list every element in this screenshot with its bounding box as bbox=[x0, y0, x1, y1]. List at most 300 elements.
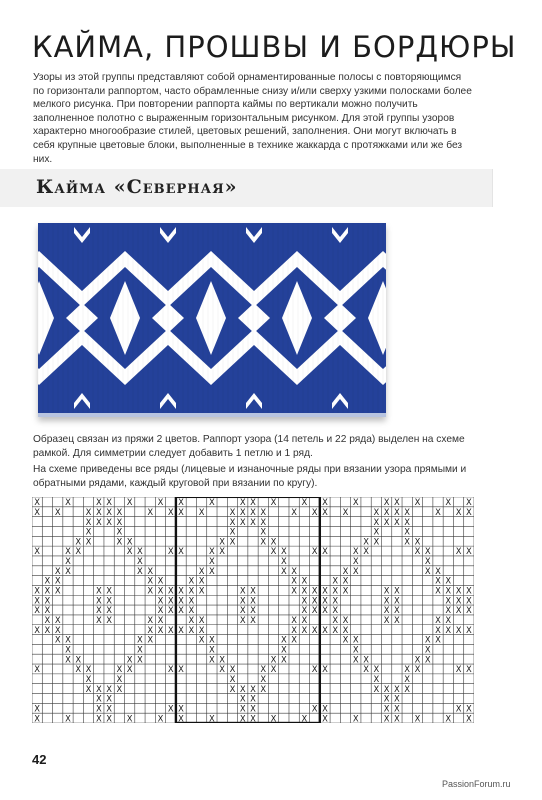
chart-symbol: X bbox=[394, 595, 400, 606]
chart-symbol: X bbox=[301, 585, 308, 596]
chart-symbol: X bbox=[342, 575, 349, 586]
chart-symbol: X bbox=[394, 615, 400, 626]
chart-symbol: X bbox=[352, 556, 359, 567]
chart-symbol: X bbox=[373, 536, 380, 547]
chart-symbol: X bbox=[167, 664, 174, 675]
chart-symbol: X bbox=[250, 506, 256, 517]
chart-symbol: X bbox=[455, 624, 462, 635]
chart-symbol: X bbox=[394, 497, 400, 508]
chart-symbol: X bbox=[157, 605, 164, 616]
chart-symbol: X bbox=[34, 497, 41, 508]
chart-symbol: X bbox=[167, 624, 174, 635]
chart-symbol: X bbox=[260, 536, 267, 547]
chart-symbol: X bbox=[455, 664, 462, 675]
chart-symbol: X bbox=[116, 526, 123, 537]
chart-symbol: X bbox=[188, 615, 195, 626]
chart-symbol: X bbox=[95, 605, 102, 616]
caption-rows: На схеме приведены все ряды (лицевые и изнаночные ряды при вязании узора прямыми и обратными рядами, каждый круговой при вязании по кругу). bbox=[33, 464, 467, 489]
chart-symbol: X bbox=[383, 595, 390, 606]
chart-symbol: X bbox=[404, 536, 411, 547]
chart-symbol: X bbox=[95, 516, 102, 527]
chart-symbol: X bbox=[198, 634, 205, 645]
chart-symbol: X bbox=[95, 713, 102, 723]
chart-symbol: X bbox=[219, 536, 226, 547]
chart-symbol: X bbox=[85, 664, 92, 675]
chart-symbol: X bbox=[394, 506, 400, 517]
chart-symbol: X bbox=[414, 664, 421, 675]
page-title: КАЙМА, ПРОШВЫ И БОРДЮРЫ bbox=[32, 30, 517, 64]
chart-symbol: X bbox=[126, 664, 133, 675]
chart-symbol: X bbox=[106, 585, 112, 596]
chart-symbol: X bbox=[363, 664, 369, 675]
chart-symbol: X bbox=[239, 605, 246, 616]
chart-symbol: X bbox=[404, 673, 411, 684]
chart-symbol: X bbox=[445, 575, 452, 586]
chart-symbol: X bbox=[239, 506, 246, 517]
chart-symbol: X bbox=[167, 585, 174, 596]
chart-symbol: X bbox=[250, 703, 256, 714]
chart-symbol: X bbox=[250, 713, 256, 723]
chart-symbol: X bbox=[198, 565, 205, 576]
chart-symbol: X bbox=[106, 506, 112, 517]
chart-symbol: X bbox=[311, 624, 318, 635]
chart-symbol: X bbox=[209, 654, 215, 665]
chart-symbol: X bbox=[219, 654, 226, 665]
chart-symbol: X bbox=[414, 654, 421, 665]
chart-symbol: X bbox=[465, 546, 472, 557]
chart-symbol: X bbox=[137, 556, 143, 567]
chart-symbol: X bbox=[435, 615, 441, 626]
chart-symbol: X bbox=[147, 565, 154, 576]
chart-symbol: X bbox=[167, 506, 174, 517]
chart-symbol: X bbox=[383, 693, 390, 704]
chart-symbol: X bbox=[414, 536, 421, 547]
chart-symbol: X bbox=[352, 546, 359, 557]
chart-symbol: X bbox=[116, 536, 123, 547]
page-number: 42 bbox=[32, 752, 47, 767]
chart-symbol: X bbox=[250, 516, 256, 527]
chart-symbol: X bbox=[157, 713, 164, 723]
chart-symbol: X bbox=[34, 713, 41, 723]
chart-symbol: X bbox=[404, 683, 411, 694]
chart-symbol: X bbox=[188, 605, 195, 616]
chart-symbol: X bbox=[229, 664, 236, 675]
chart-symbol: X bbox=[332, 575, 339, 586]
chart-symbol: X bbox=[301, 497, 308, 508]
chart-symbol: X bbox=[44, 624, 51, 635]
chart-symbol: X bbox=[85, 506, 92, 517]
chart-symbol: X bbox=[465, 497, 472, 508]
chart-symbol: X bbox=[54, 634, 61, 645]
chart-symbol: X bbox=[383, 605, 390, 616]
chart-symbol: X bbox=[322, 546, 328, 557]
chart-symbol: X bbox=[445, 595, 452, 606]
chart-symbol: X bbox=[291, 565, 297, 576]
chart-symbol: X bbox=[85, 673, 92, 684]
chart-symbol: X bbox=[167, 546, 174, 557]
chart-symbol: X bbox=[270, 664, 277, 675]
chart-symbol: X bbox=[311, 664, 318, 675]
chart-symbol: X bbox=[65, 556, 71, 567]
chart-symbol: X bbox=[54, 585, 61, 596]
chart-symbol: X bbox=[435, 575, 441, 586]
chart-symbol: X bbox=[188, 624, 195, 635]
chart-symbol: X bbox=[465, 703, 472, 714]
chart-symbol: X bbox=[424, 556, 431, 567]
chart-symbol: X bbox=[270, 713, 277, 723]
chart-symbol: X bbox=[209, 556, 215, 567]
chart-symbol: X bbox=[85, 516, 92, 527]
chart-symbol: X bbox=[116, 673, 123, 684]
chart-symbol: X bbox=[106, 595, 112, 606]
chart-symbol: X bbox=[178, 506, 184, 517]
chart-symbol: X bbox=[352, 713, 359, 723]
chart-symbol: X bbox=[198, 575, 205, 586]
chart-symbol: X bbox=[229, 673, 236, 684]
chart-symbol: X bbox=[75, 664, 82, 675]
chart-symbol: X bbox=[65, 565, 71, 576]
chart-symbol: X bbox=[260, 673, 267, 684]
chart-symbol: X bbox=[322, 713, 328, 723]
chart-symbol: X bbox=[75, 546, 82, 557]
chart-symbol: X bbox=[137, 565, 143, 576]
chart-symbol: X bbox=[455, 546, 462, 557]
chart-symbol: X bbox=[198, 585, 205, 596]
section-header-edge bbox=[492, 169, 493, 207]
chart-symbol: X bbox=[126, 536, 133, 547]
chart-symbol: X bbox=[455, 605, 462, 616]
chart-symbol: X bbox=[373, 683, 380, 694]
chart-symbol: X bbox=[424, 634, 431, 645]
chart-symbol: X bbox=[322, 624, 328, 635]
chart-symbol: X bbox=[455, 595, 462, 606]
chart-symbol: X bbox=[332, 595, 339, 606]
chart-symbol: X bbox=[301, 713, 308, 723]
chart-symbol: X bbox=[394, 585, 400, 596]
chart-symbol: X bbox=[85, 526, 92, 537]
chart-symbol: X bbox=[54, 565, 61, 576]
chart-symbol: X bbox=[424, 654, 431, 665]
chart-symbol: X bbox=[465, 585, 472, 596]
chart-symbol: X bbox=[239, 497, 246, 508]
chart-symbol: X bbox=[291, 585, 297, 596]
chart-symbol: X bbox=[239, 693, 246, 704]
chart-symbol: X bbox=[95, 497, 102, 508]
chart-symbol: X bbox=[455, 506, 462, 517]
chart-symbol: X bbox=[44, 615, 51, 626]
chart-symbol: X bbox=[106, 693, 112, 704]
chart-symbol: X bbox=[445, 615, 452, 626]
chart-symbol: X bbox=[291, 615, 297, 626]
chart-symbol: X bbox=[414, 497, 421, 508]
chart-symbol: X bbox=[85, 683, 92, 694]
chart-symbol: X bbox=[322, 605, 328, 616]
chart-symbol: X bbox=[209, 713, 215, 723]
chart-symbol: X bbox=[44, 575, 51, 586]
chart-symbol: X bbox=[116, 683, 123, 694]
chart-symbol: X bbox=[65, 654, 71, 665]
chart-symbol: X bbox=[198, 506, 205, 517]
chart-symbol: X bbox=[332, 624, 339, 635]
chart-symbol: X bbox=[311, 546, 318, 557]
chart-symbol: X bbox=[383, 703, 390, 714]
knitted-swatch-photo bbox=[38, 223, 386, 417]
chart-symbol: X bbox=[250, 585, 256, 596]
chart-symbol: X bbox=[465, 506, 472, 517]
chart-symbol: X bbox=[250, 615, 256, 626]
intro-paragraph: Узоры из этой группы представляют собой орнаментированные полосы с повторяющимся по горизонтали раппортом, часто обрамленные снизу и/или сверху узкими полосками более мелкого рисунка. При повторении раппорта каймы по вертикали можно получить заполненное полотно с выраженным горизонтальным рисунком. Для этой группы узоров характерно многообразие стилей, цветовых решений, заполнения. Они могут включать в себя крупные цветовые блоки, выполненные в технике жаккарда с протяжками или же без них. bbox=[33, 72, 472, 165]
chart-symbol: X bbox=[44, 585, 51, 596]
chart-symbol: X bbox=[250, 693, 256, 704]
chart-symbol: X bbox=[229, 516, 236, 527]
chart-symbol: X bbox=[465, 624, 472, 635]
chart-symbol: X bbox=[157, 585, 164, 596]
chart-symbol: X bbox=[311, 506, 318, 517]
chart-symbol: X bbox=[280, 565, 287, 576]
chart-symbol: X bbox=[280, 546, 287, 557]
chart-symbol: X bbox=[280, 644, 287, 655]
chart-symbol: X bbox=[178, 497, 184, 508]
chart-symbol: X bbox=[301, 624, 308, 635]
chart-symbol: X bbox=[260, 516, 267, 527]
chart-grid bbox=[32, 497, 474, 723]
chart-symbol: X bbox=[322, 585, 328, 596]
chart-symbol: X bbox=[147, 585, 154, 596]
chart-symbol: X bbox=[178, 595, 184, 606]
chart-symbol: X bbox=[270, 654, 277, 665]
chart-symbol: X bbox=[291, 634, 297, 645]
chart-symbol: X bbox=[157, 575, 164, 586]
chart-symbol: X bbox=[157, 497, 164, 508]
chart-symbol: X bbox=[465, 605, 472, 616]
chart-symbol: X bbox=[435, 506, 441, 517]
chart-symbol: X bbox=[239, 585, 246, 596]
chart-symbol: X bbox=[455, 703, 462, 714]
chart-symbol: X bbox=[219, 546, 226, 557]
chart-symbol: X bbox=[250, 497, 256, 508]
chart-symbol: X bbox=[54, 615, 61, 626]
chart-symbol: X bbox=[75, 536, 82, 547]
chart-symbol: X bbox=[178, 703, 184, 714]
chart-symbol: X bbox=[147, 575, 154, 586]
chart-symbol: X bbox=[363, 654, 369, 665]
chart-symbol: X bbox=[34, 595, 41, 606]
chart-symbol: X bbox=[445, 624, 452, 635]
chart-symbol: X bbox=[188, 595, 195, 606]
chart-symbol: X bbox=[229, 683, 236, 694]
chart-symbol: X bbox=[260, 683, 267, 694]
chart-symbol: X bbox=[95, 615, 102, 626]
chart-symbol: X bbox=[322, 497, 328, 508]
chart-symbol: X bbox=[363, 546, 369, 557]
chart-symbol: X bbox=[106, 497, 112, 508]
chart-symbol: X bbox=[270, 546, 277, 557]
chart-symbol: X bbox=[167, 703, 174, 714]
chart-symbol: X bbox=[352, 497, 359, 508]
chart-symbol: X bbox=[465, 664, 472, 675]
chart-symbol: X bbox=[373, 506, 380, 517]
chart-symbol: X bbox=[239, 615, 246, 626]
chart-symbol: X bbox=[54, 575, 61, 586]
chart-symbol: X bbox=[116, 506, 123, 517]
chart-symbol: X bbox=[198, 615, 205, 626]
chart-symbol: X bbox=[147, 615, 154, 626]
chart-symbol: X bbox=[34, 585, 41, 596]
chart-symbol: X bbox=[137, 546, 143, 557]
chart-symbol: X bbox=[34, 605, 41, 616]
chart-symbol: X bbox=[465, 595, 472, 606]
chart-symbol: X bbox=[322, 595, 328, 606]
chart-symbol: X bbox=[106, 683, 112, 694]
chart-symbol: X bbox=[435, 624, 441, 635]
chart-symbol: X bbox=[209, 644, 215, 655]
chart-symbol: X bbox=[44, 605, 51, 616]
chart-symbol: X bbox=[95, 585, 102, 596]
chart-symbol: X bbox=[178, 664, 184, 675]
chart-symbol: X bbox=[383, 683, 390, 694]
chart-symbol: X bbox=[332, 605, 339, 616]
chart-symbol: X bbox=[106, 615, 112, 626]
chart-symbol: X bbox=[394, 703, 400, 714]
chart-symbol: X bbox=[311, 703, 318, 714]
chart-symbol: X bbox=[34, 546, 41, 557]
watermark: PassionForum.ru bbox=[442, 779, 511, 789]
chart-symbol: X bbox=[239, 713, 246, 723]
chart-symbol: X bbox=[137, 644, 143, 655]
chart-symbol: X bbox=[126, 654, 133, 665]
chart-symbol: X bbox=[291, 575, 297, 586]
chart-symbol: X bbox=[260, 526, 267, 537]
chart-symbol: X bbox=[95, 703, 102, 714]
chart-symbol: X bbox=[65, 713, 71, 723]
chart-symbol: X bbox=[445, 605, 452, 616]
chart-symbol: X bbox=[424, 565, 431, 576]
chart-symbol: X bbox=[157, 615, 164, 626]
chart-symbol: X bbox=[147, 634, 154, 645]
chart-symbol: X bbox=[229, 536, 236, 547]
chart-symbol: X bbox=[291, 624, 297, 635]
chart-symbol: X bbox=[95, 693, 102, 704]
chart-symbol: X bbox=[404, 506, 411, 517]
chart-symbol: X bbox=[455, 585, 462, 596]
chart-symbol: X bbox=[54, 506, 61, 517]
chart-symbol: X bbox=[373, 516, 380, 527]
chart-symbol: X bbox=[106, 516, 112, 527]
chart-symbol: X bbox=[363, 536, 369, 547]
chart-symbol: X bbox=[445, 497, 452, 508]
chart-symbol: X bbox=[311, 585, 318, 596]
chart-symbol: X bbox=[34, 624, 41, 635]
chart-symbol: X bbox=[435, 634, 441, 645]
chart-symbol: X bbox=[404, 516, 411, 527]
chart-symbol: X bbox=[65, 546, 71, 557]
chart-symbol: X bbox=[209, 634, 215, 645]
chart-symbol: X bbox=[352, 565, 359, 576]
chart-symbol: X bbox=[322, 664, 328, 675]
chart-symbol: X bbox=[270, 536, 277, 547]
chart-symbol: X bbox=[54, 624, 61, 635]
chart-symbol: X bbox=[435, 585, 441, 596]
chart-symbol: X bbox=[342, 585, 349, 596]
chart-symbol: X bbox=[229, 526, 236, 537]
chart-symbol: X bbox=[373, 673, 380, 684]
chart-symbol: X bbox=[229, 506, 236, 517]
chart-symbol: X bbox=[85, 536, 92, 547]
chart-symbol: X bbox=[435, 565, 441, 576]
section-title: Кайма «Северная» bbox=[36, 176, 238, 198]
chart-symbol: X bbox=[126, 497, 133, 508]
chart-symbol: X bbox=[342, 565, 349, 576]
chart-symbol: X bbox=[445, 585, 452, 596]
chart-symbol: X bbox=[34, 703, 41, 714]
chart-symbol: X bbox=[239, 595, 246, 606]
chart-symbol: X bbox=[106, 703, 112, 714]
chart-symbol: X bbox=[95, 595, 102, 606]
chart-symbol: X bbox=[178, 546, 184, 557]
chart-symbol: X bbox=[383, 585, 390, 596]
chart-symbol: X bbox=[383, 516, 390, 527]
swatch-pattern bbox=[38, 223, 386, 413]
chart-symbol: X bbox=[34, 664, 41, 675]
chart-symbol: X bbox=[383, 713, 390, 723]
chart-symbol: X bbox=[342, 624, 349, 635]
chart-symbol: X bbox=[198, 624, 205, 635]
chart-symbol: X bbox=[280, 654, 287, 665]
chart-symbol: X bbox=[342, 506, 349, 517]
chart-symbol: X bbox=[465, 713, 472, 723]
chart-symbol: X bbox=[178, 605, 184, 616]
chart-symbol: X bbox=[95, 506, 102, 517]
chart-symbol: X bbox=[188, 585, 195, 596]
chart-symbol: X bbox=[239, 516, 246, 527]
chart-symbol: X bbox=[75, 654, 82, 665]
chart-symbol: X bbox=[394, 605, 400, 616]
chart-symbol: X bbox=[352, 634, 359, 645]
chart-symbol: X bbox=[137, 654, 143, 665]
chart-symbol: X bbox=[414, 713, 421, 723]
chart-symbol: X bbox=[394, 683, 400, 694]
chart-symbol: X bbox=[383, 615, 390, 626]
chart-symbol: X bbox=[116, 516, 123, 527]
chart-symbol: X bbox=[260, 506, 267, 517]
chart-symbol: X bbox=[280, 634, 287, 645]
chart-symbol: X bbox=[424, 546, 431, 557]
chart-symbol: X bbox=[239, 703, 246, 714]
chart-symbol: X bbox=[383, 506, 390, 517]
chart-symbol: X bbox=[209, 546, 215, 557]
chart-symbol: X bbox=[342, 634, 349, 645]
chart-symbol: X bbox=[178, 713, 184, 723]
chart-symbol: X bbox=[137, 634, 143, 645]
caption-yarn: Образец связан из пряжи 2 цветов. Раппорт узора (14 петель и 22 ряда) выделен на схеме рамкой. Для симметрии следует добавить 1 петлю и 1 ряд. bbox=[33, 434, 465, 459]
chart-symbol: X bbox=[322, 506, 328, 517]
chart-symbol: X bbox=[394, 713, 400, 723]
chart-symbol: X bbox=[126, 546, 133, 557]
chart-symbol: X bbox=[126, 713, 133, 723]
chart-symbol: X bbox=[322, 703, 328, 714]
chart-symbol: X bbox=[250, 683, 256, 694]
chart-symbol: X bbox=[260, 664, 267, 675]
chart-symbol: X bbox=[311, 605, 318, 616]
chart-symbol: X bbox=[383, 497, 390, 508]
chart-symbol: X bbox=[404, 526, 411, 537]
chart-symbol: X bbox=[301, 615, 308, 626]
chart-symbol: X bbox=[157, 624, 164, 635]
chart-symbol: X bbox=[116, 664, 123, 675]
chart-symbol: X bbox=[342, 615, 349, 626]
chart-symbol: X bbox=[178, 624, 184, 635]
chart-symbol: X bbox=[65, 497, 71, 508]
